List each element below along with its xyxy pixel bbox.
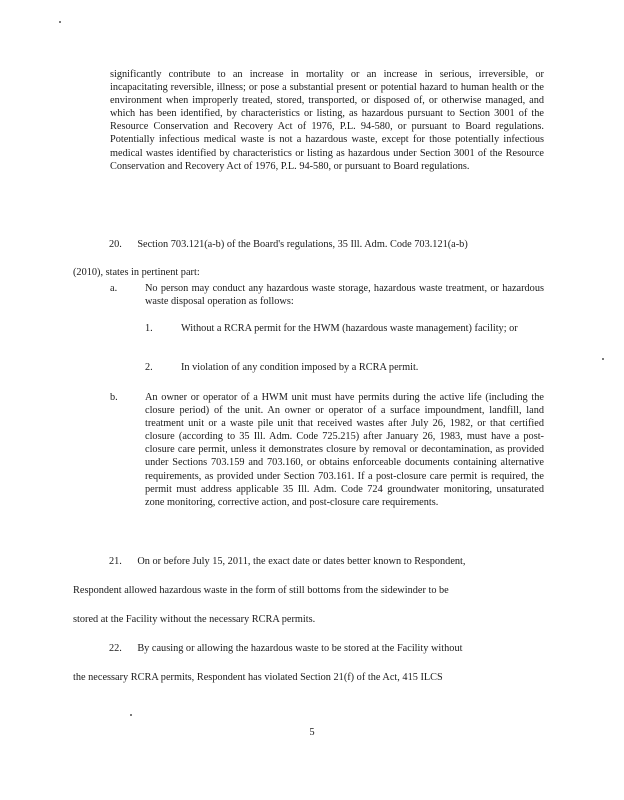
regulation-item-b <box>110 391 544 509</box>
subitem-1-text: Without a RCRA permit for the HWM (hazardous waste management) facility; or <box>181 323 518 334</box>
subitem-2-text: In violation of any condition imposed by a RCRA permit. <box>181 362 419 373</box>
subitem-2-number: 2. <box>145 362 153 373</box>
paragraph-20-line-2: (2010), states in pertinent part: <box>73 267 200 278</box>
paragraph-21-line-3: stored at the Facility without the necessary RCRA permits. <box>73 614 316 625</box>
subitem-1-number: 1. <box>145 323 153 334</box>
item-b-marker: b. <box>110 392 118 403</box>
quoted-definition-continuation: significantly contribute to an increase in mortality or an increase in serious, irreversible, or incapacitating reversible, illness; or pose a substantial present or potential hazard to human health or the environment when improperly treated, stored, transported, or disposed of, or otherwise managed, and which has been identified, by characteristics or listing, as hazardous pursuant to Section 3001 of the Resource Conservation and Recovery Act of 1976, P.L. 94-580, or pursuant to Board regulations. Potentially infectious medical waste is not a hazardous waste, except for those potentially infectious medical wastes identified by characteristics or listing as hazardous under Section 3001 of the Resource Conservation and Recovery Act of 1976, P.L. 94-580, or pursuant to Board regulations. <box>110 69 544 172</box>
item-a-marker: a. <box>110 283 118 294</box>
item-a-text: No person may conduct any hazardous waste storage, hazardous waste treatment, or hazardous waste disposal operation as follows: <box>145 283 544 308</box>
page-number: 5 <box>309 727 315 738</box>
paragraph-20-line-1: 20. Section 703.121(a-b) of the Board's regulations, 35 Ill. Adm. Code 703.121(a-b) <box>109 239 468 250</box>
paragraph-22-line-2: the necessary RCRA permits, Respondent has violated Section 21(f) of the Act, 415 ILCS <box>73 672 443 683</box>
item-a-subitem-2 <box>145 361 545 374</box>
paragraph-21-line-1: 21. On or before July 15, 2011, the exact date or dates better known to Respondent, <box>109 556 466 567</box>
item-b-text: An owner or operator of a HWM unit must have permits during the active life (including the closure period) of the unit. An owner or operator of a surface impoundment, landfill, land treatment unit or a waste pile unit that received wastes after July 26, 1982, or that certified closure (according to 35 Ill. Adm. Code 725.215) after January 26, 1983, must have a post-closure care permit, unless it demonstrates closure by removal or decontamination, as provided under Sections 703.159 and 703.160, or obtains enforceable documents containing alternative requirements, as provided under Section 703.161. If a post-closure care permit is required, the permit must address applicable 35 Ill. Adm. Code 724 groundwater monitoring, unsaturated zone monitoring, corrective action, and post-closure care requirements. <box>145 392 544 508</box>
scan-speck <box>602 358 604 360</box>
item-a-subitem-1 <box>145 322 545 335</box>
paragraph-22-line-1: 22. By causing or allowing the hazardous waste to be stored at the Facility without <box>109 643 463 654</box>
scan-speck <box>59 21 61 23</box>
scan-speck <box>130 714 132 716</box>
regulation-item-a <box>110 282 544 308</box>
paragraph-21-line-2: Respondent allowed hazardous waste in the form of still bottoms from the sidewinder to be <box>73 585 449 596</box>
